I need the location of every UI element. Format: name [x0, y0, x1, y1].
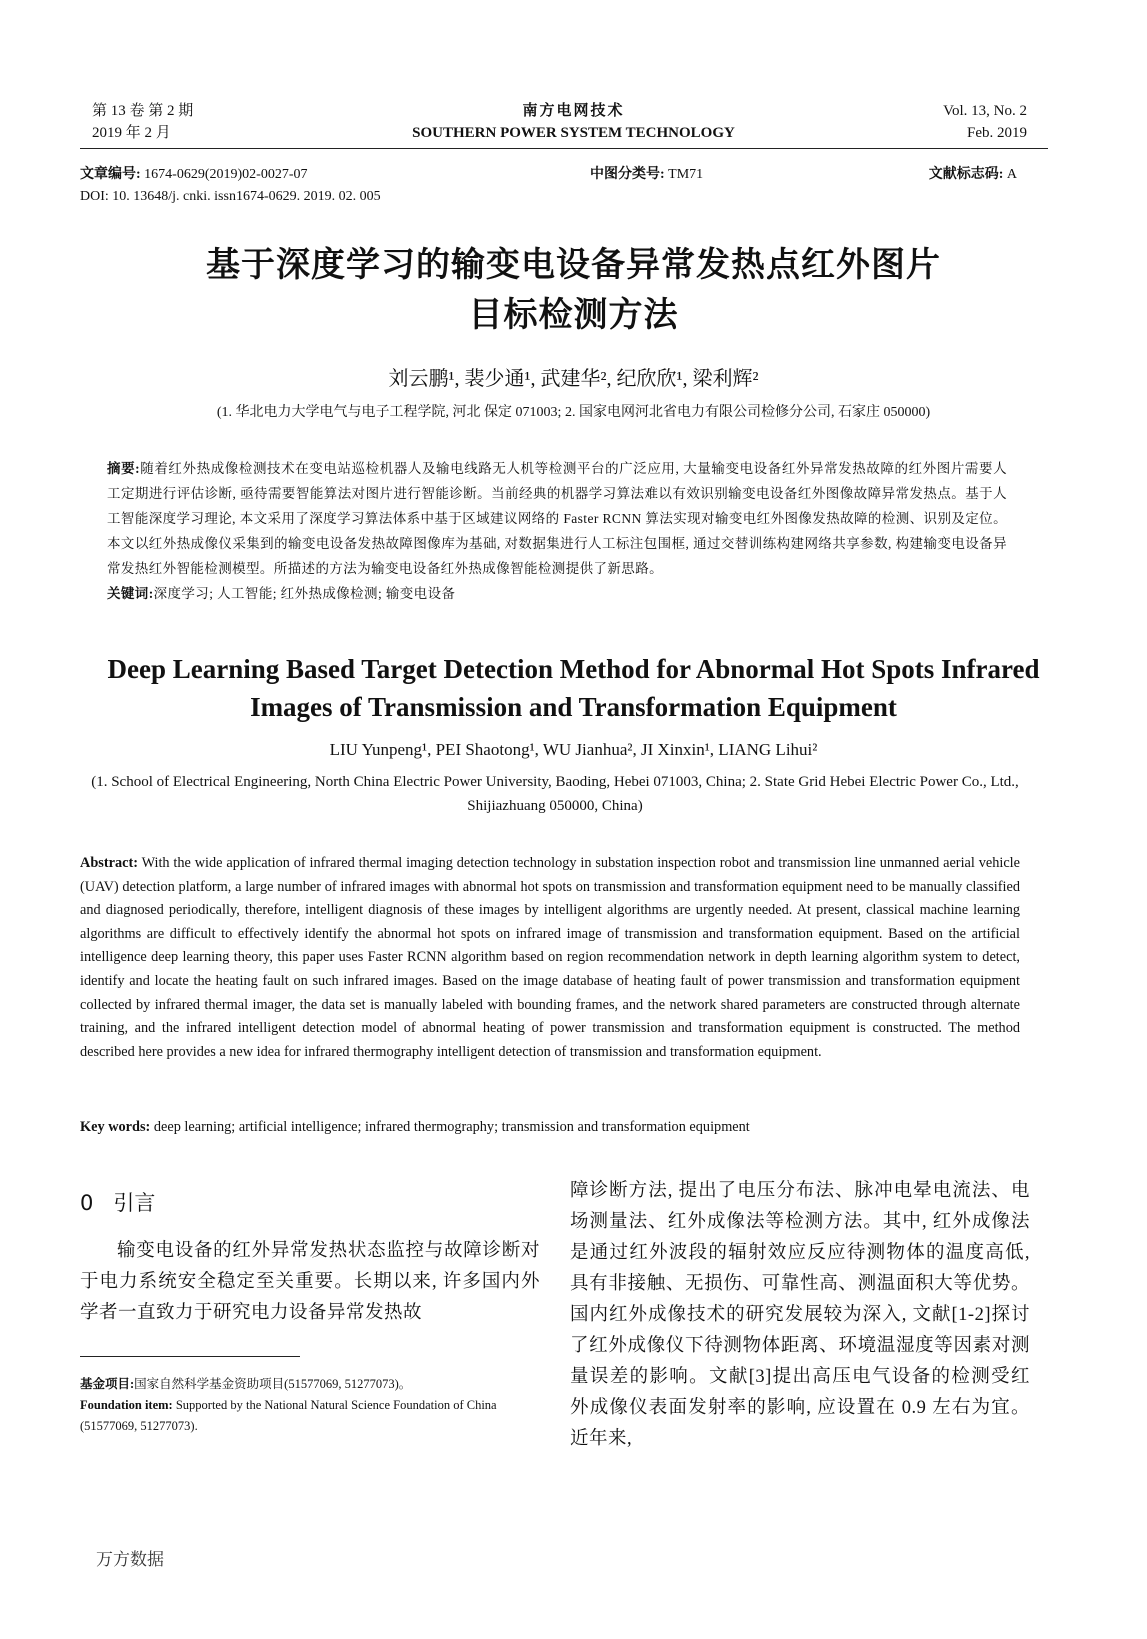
abstract-cn	[107, 456, 1007, 606]
title-en-line1: Deep Learning Based Target Detection Method for Abnormal Hot Spots Infrared	[107, 654, 1040, 684]
abstract-cn-label: 摘要:	[107, 461, 141, 476]
watermark-text: 万方数据	[96, 1550, 164, 1570]
keywords-cn-text: 深度学习; 人工智能; 红外热成像检测; 输变电设备	[153, 586, 456, 601]
keywords-en-text: deep learning; artificial intelligence; infrared thermography; transmission and transformation equipment	[153, 1119, 750, 1135]
fund-cn: 国家自然科学基金资助项目(51577069, 51277073)。	[134, 1377, 412, 1391]
abstract-en-label: Abstract:	[80, 855, 138, 871]
title-en	[0, 650, 1147, 726]
journal-name-en: SOUTHERN POWER SYSTEM TECHNOLOGY	[412, 125, 735, 141]
affiliation-cn: (1. 华北电力大学电气与电子工程学院, 河北 保定 071003; 2. 国家电网河北省电力有限公司检修分公司, 石家庄 050000)	[216, 405, 931, 420]
authors-cn: 刘云鹏¹, 裴少通¹, 武建华², 纪欣欣¹, 梁利辉²	[388, 368, 759, 390]
body-left-paragraph: 输变电设备的红外异常发热状态监控与故障诊断对于电力系统安全稳定至关重要。长期以来, 许多国内外学者一直致力于研究电力设备异常发热故	[80, 1241, 540, 1323]
abstract-cn-text: 随着红外热成像检测技术在变电站巡检机器人及输电线路无人机等检测平台的广泛应用, 大量输变电设备红外异常发热故障的红外图片需要人工定期进行评估诊断, 亟待需要智能算法对图片进行智能诊断。当前经典的机器学习算法难以有效识别输变电设备红外图像故障异常发热点。基于人工智能深度学习理论, 本文采用了深度学习算法体系中基于区域建议网络的 Faster RCNN 算法实现对输变电红外图像发热故障的检测、识别及定位。本文以红外热成像仪采集到的输变电设备发热故障图像库为基础, 对数据集进行人工标注包围框, 通过交替训练构建网络共享参数, 构建输变电设备异常发热红外智能检测模型。所描述的方法为输变电设备红外热成像智能检测提供了新思路。	[107, 461, 1007, 576]
keywords-cn-label: 关键词:	[107, 586, 154, 601]
abstract-en	[80, 852, 1020, 1064]
fund-en: Supported by the National Natural Science Foundation of China (51577069, 51277073).	[80, 1398, 497, 1433]
date-cn: 2019 年 2 月	[92, 125, 171, 141]
article-no-label: 文章编号:	[80, 167, 141, 182]
title-en-line2: Images of Transmission and Transformation Equipment	[250, 692, 897, 722]
abstract-en-text: With the wide application of infrared thermal imaging detection technology in substation inspection robot and transmission line unmanned aerial vehicle (UAV) detection platform, a large number of infrared images with abnormal hot spots on transmission and transformation equipment need to be manually classified and diagnosed periodically, therefore, intelligent diagnosis of these images by intelligent algorithms are urgently needed. At present, classical machine learning algorithms are difficult to effectively identify the abnormal hot spots on infrared image of transmission and transformation equipment. Based on the artificial intelligence deep learning theory, this paper uses Faster RCNN algorithm based on region recommendation network in depth learning algorithm system to detect, identify and locate the heating fault on such infrared images. Based on the image database of heating fault of power transmission and transformation equipment collected by infrared thermal imager, the data set is manually labeled with bounding frames, and the network shared parameters are constructed through alternate training, and the infrared intelligent detection model of abnormal heating of power transmission and transformation equipment is constructed. The method described here provides a new idea for infrared thermography intelligent detection of transmission and transformation equipment.	[80, 855, 1020, 1060]
clc-label: 中图分类号:	[590, 167, 665, 182]
section-title: 引言	[113, 1191, 156, 1215]
authors-en: LIU Yunpeng¹, PEI Shaotong¹, WU Jianhua², JI Xinxin¹, LIANG Lihui²	[329, 740, 818, 759]
section-number: 0	[80, 1191, 94, 1215]
volume-en: Vol. 13, No. 2	[943, 103, 1027, 119]
doc-code-label: 文献标志码:	[928, 167, 1004, 182]
article-no: 1674-0629(2019)02-0027-07	[144, 167, 308, 182]
journal-name-cn: 南方电网技术	[522, 103, 625, 119]
doi: 10. 13648/j. cnki. issn1674-0629. 2019. 02. 005	[112, 189, 381, 204]
affiliation-en: (1. School of Electrical Engineering, North China Electric Power University, Baoding, Hebei 071003, China; 2. State Grid Hebei Electric Power Co., Ltd., Shijiazhuang 050000, China)	[91, 774, 1019, 814]
header-rule	[80, 148, 1048, 149]
title-cn-line1: 基于深度学习的输变电设备异常发热点红外图片	[206, 245, 941, 285]
doi-label: DOI:	[80, 189, 109, 204]
fund-en-label: Foundation item:	[80, 1398, 173, 1412]
meta-doc-code	[929, 164, 1017, 186]
meta-left	[80, 164, 381, 208]
body-right-column	[570, 1176, 1030, 1455]
keywords-en	[80, 1116, 1020, 1138]
meta-clc	[590, 164, 703, 186]
footnote	[80, 1374, 540, 1437]
body-left-column	[80, 1236, 540, 1329]
title-cn	[0, 240, 1147, 340]
clc: TM71	[668, 167, 704, 182]
doc-code: A	[1006, 167, 1017, 182]
header-right	[943, 100, 1027, 144]
fund-cn-label: 基金项目:	[80, 1377, 135, 1391]
footnote-rule	[80, 1356, 300, 1357]
date-en: Feb. 2019	[967, 125, 1027, 141]
section-heading	[80, 1188, 155, 1218]
title-cn-line2: 目标检测方法	[468, 295, 679, 335]
volume-cn: 第 13 卷 第 2 期	[92, 103, 194, 119]
keywords-en-label: Key words:	[80, 1119, 151, 1135]
body-right-paragraph: 障诊断方法, 提出了电压分布法、脉冲电晕电流法、电场测量法、红外成像法等检测方法。其中, 红外成像法是通过红外波段的辐射效应反应待测物体的温度高低, 具有非接触、无损伤、可靠性高、测温面积大等优势。国内红外成像技术的研究发展较为深入, 文献[1-2]探讨了红外成像仪下待测物体距离、环境温湿度等因素对测量误差的影响。文献[3]提出高压电气设备的检测受红外成像仪表面发射率的影响, 应设置在 0.9 左右为宜。近年来,	[570, 1181, 1030, 1449]
